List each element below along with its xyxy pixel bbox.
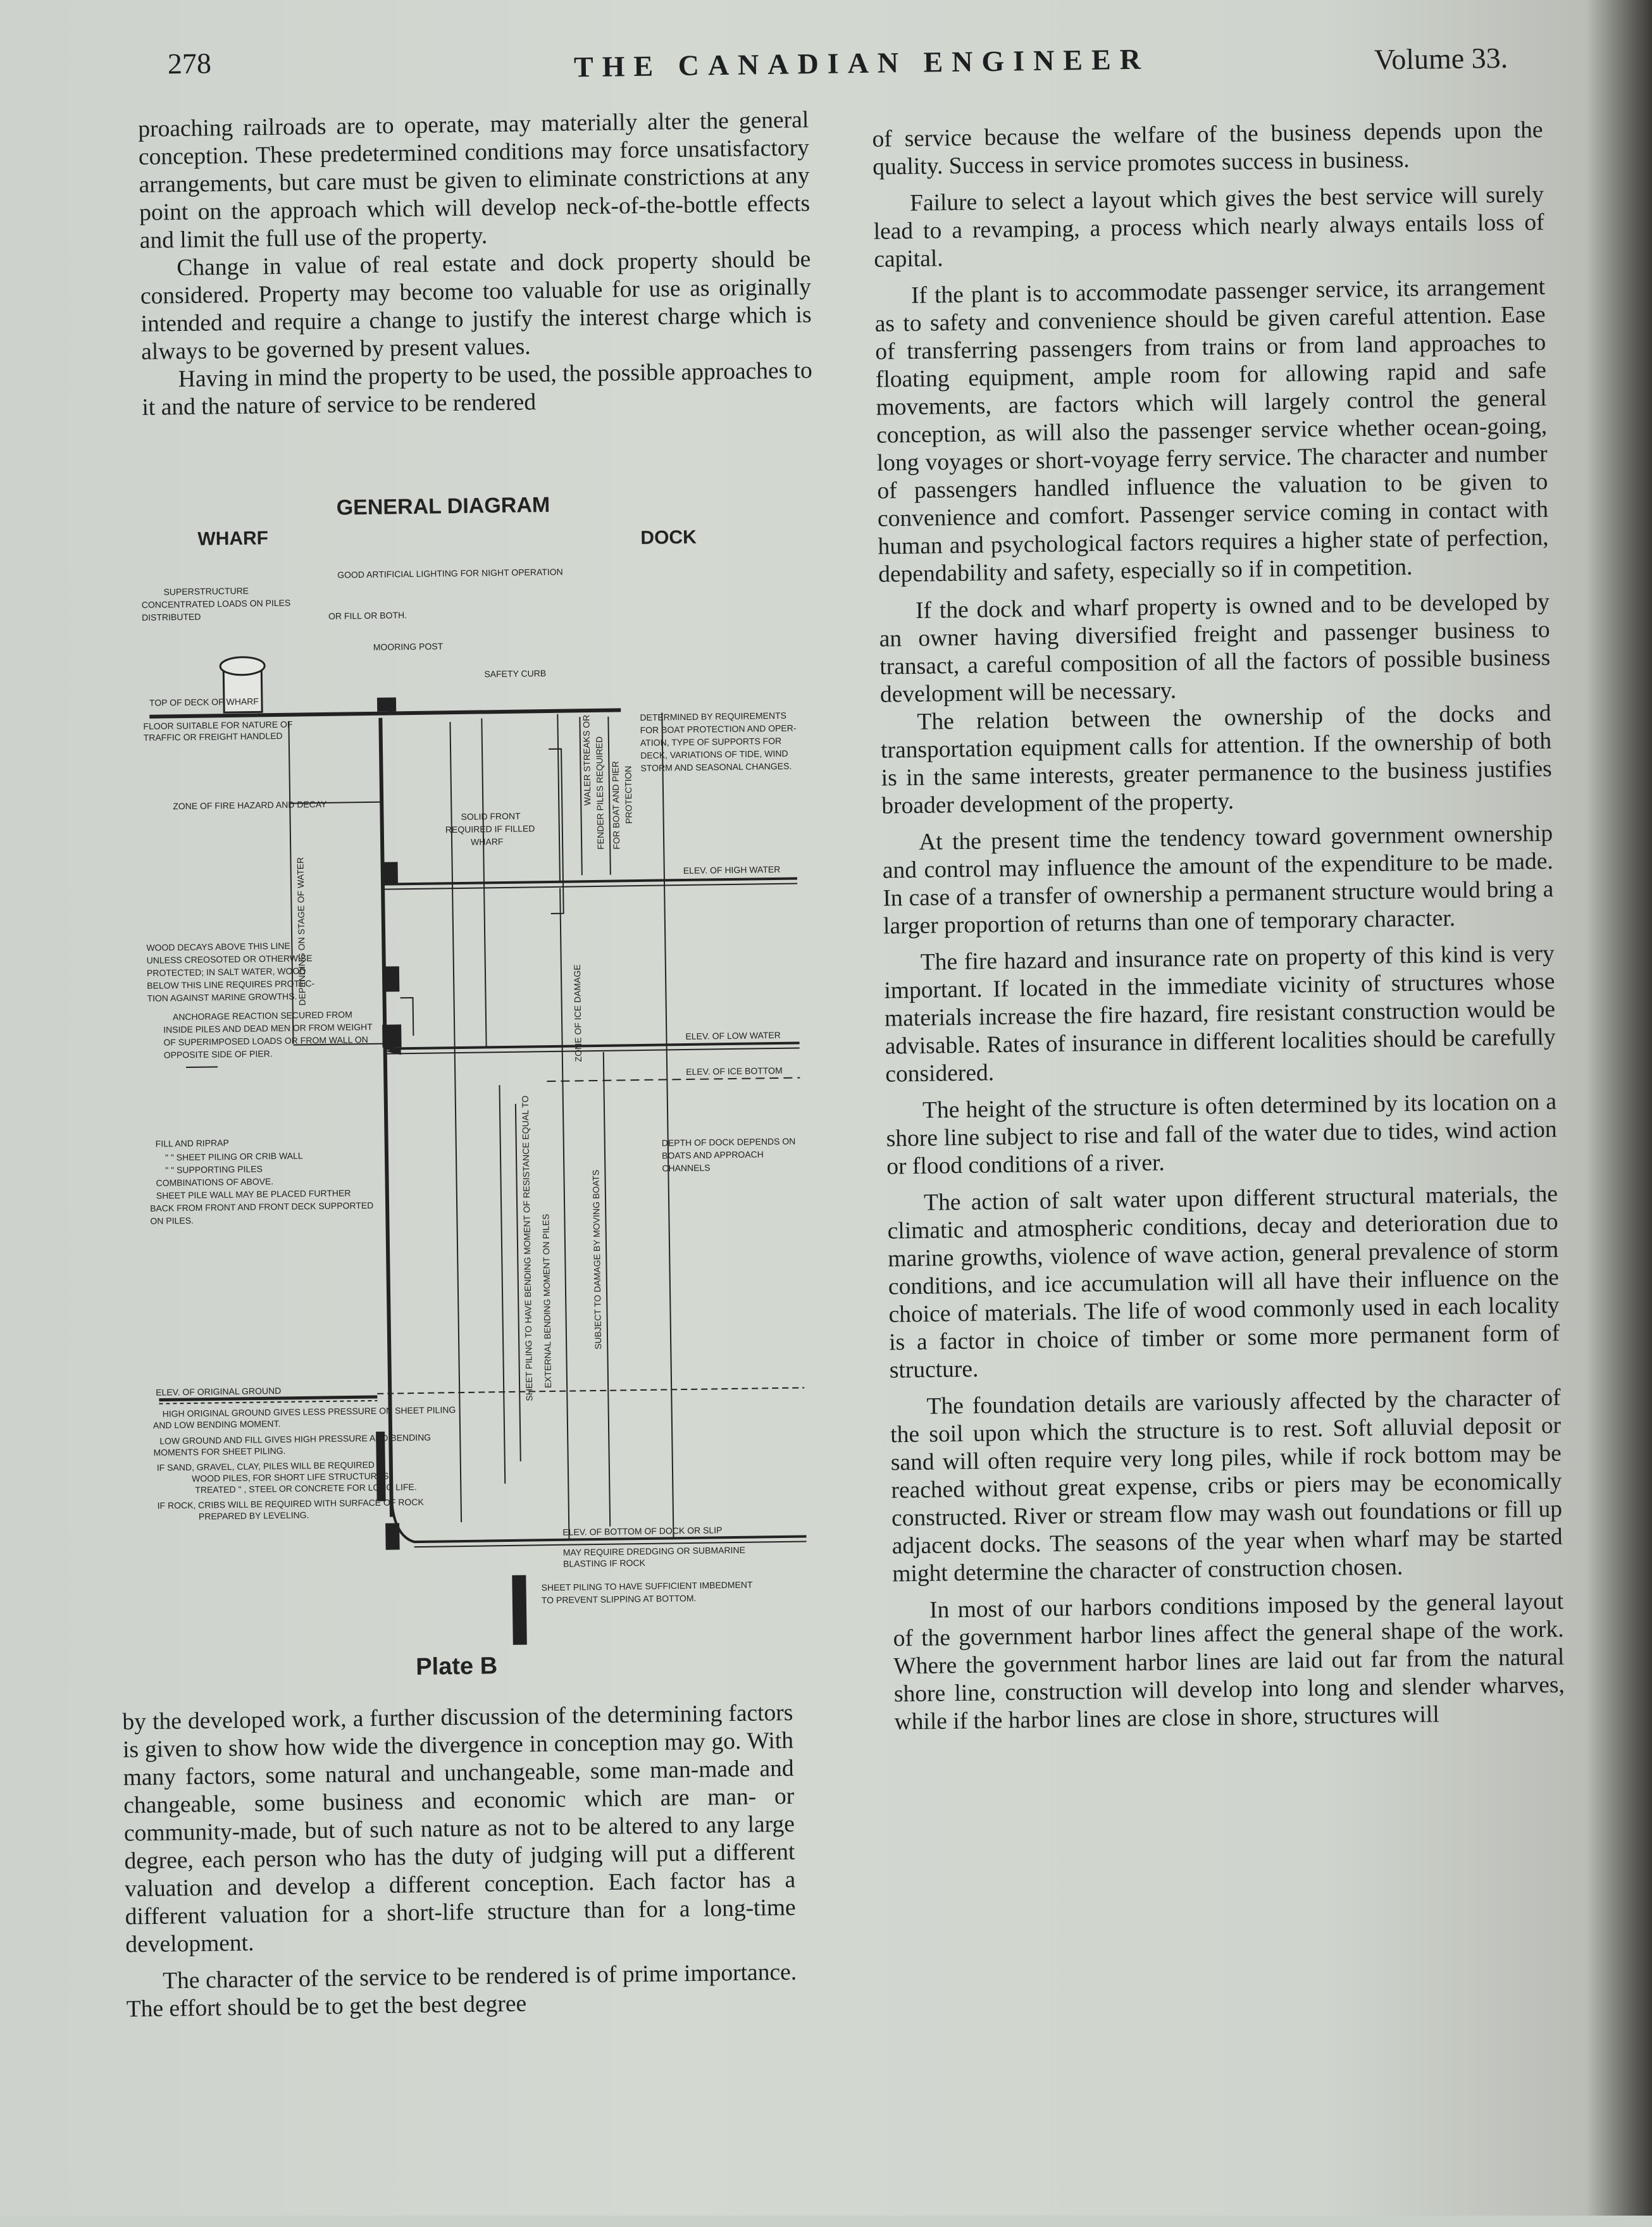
left-column-bottom: [122, 1699, 797, 2024]
solid-front-note: SOLID FRONT: [461, 810, 521, 822]
page-header: [0, 27, 1637, 100]
volume-label: Volume 33.: [1374, 41, 1508, 76]
general-diagram-figure: [128, 492, 834, 1704]
paragraph: by the developed work, a further discussion of the determining factors is given to show how wide the divergence in conception may go. With many factors, some natural and unchangeable, some man-made and changeable, some business and economic which are man- or community-made, but of such nature as not to be altered to any large degree, each person who has the duty of judging will put a different valuation and develop a different conception. Each factor has a different valuation for a short-life structure than for a long-time development.: [122, 1699, 796, 1958]
paragraph: The character of the service to be rendered is of prime importance. The effort should be to get the best degree: [126, 1959, 797, 2023]
paragraph: If the plant is to accommodate passenger service, its arrangement as to safety and convenience should be given careful attention. Ease of transferring passengers from trains or from land approaches to floating equipment, ample room for allowing rapid and safe movements, are factors which will largely control the general conception, as will also the passenger service whether ocean-going, long voyages or short-voyage ferry service. The character and number of passengers handled influence the valuation to be given to convenience and comfort. Passenger service coming in contact with human and psychological factors requires a higher state of perfection, dependability and safety, especially so if in competition.: [874, 273, 1549, 588]
anchorage-note: ANCHORAGE REACTION SECURED FROM: [172, 1009, 352, 1022]
solid-front-note: REQUIRED IF FILLED: [445, 823, 535, 835]
plate-caption: Plate B: [416, 1653, 498, 1681]
depth-note: CHANNELS: [662, 1162, 711, 1174]
ground-note: WOOD PILES, FOR SHORT LIFE STRUCTURES: [191, 1470, 389, 1484]
ground-note: HIGH ORIGINAL GROUND GIVES LESS PRESSURE ON SHEET PILING: [162, 1405, 456, 1419]
imbedment-note: TO PREVENT SLIPPING AT BOTTOM.: [541, 1592, 697, 1606]
floor-note: TRAFFIC OR FREIGHT HANDLED: [143, 730, 283, 743]
floor-note: FLOOR SUITABLE FOR NATURE OF: [143, 719, 293, 731]
ice-damage-note: ZONE OF ICE DAMAGE: [571, 964, 583, 1062]
external-moment-note: EXTERNAL BENDING MOMENT ON PILES: [540, 1213, 554, 1389]
right-column: [872, 116, 1565, 1737]
dock-bottom-label: ELEV. OF BOTTOM OF DOCK OR SLIP: [562, 1525, 723, 1537]
left-column-top: [138, 106, 813, 422]
waler-note: WALER STREAKS OR: [581, 714, 593, 806]
paragraph: proaching railroads are to operate, may materially alter the general conception. These predetermined conditions may force unsatisfactory arrangements, but care must be given to eliminate constrictions at any point on the approach which will develop neck-of-the-bottle effects and limit the full use of the property.: [138, 107, 810, 254]
paragraph: The fire hazard and insurance rate on property of this kind is very important. If located in the immediate vicinity of structures whose materials increase the fire hazard, fire resistant construction would be advisable. Rates of insurance in different localities should be carefully considered.: [884, 940, 1556, 1088]
depth-note: DEPTH OF DOCK DEPENDS ON: [661, 1136, 796, 1148]
imbedment-note: SHEET PILING TO HAVE SUFFICIENT IMBEDMENT: [541, 1579, 753, 1593]
solid-front-note: WHARF: [470, 836, 504, 847]
high-water-label: ELEV. OF HIGH WATER: [683, 864, 781, 876]
protection-note: PROTECTION: [623, 766, 634, 824]
paragraph: The height of the structure is often determined by its location on a shore line subject to rise and fall of the water due to tides, wind action or flood conditions of a river.: [886, 1088, 1557, 1180]
fill-note: SHEET PILE WALL MAY BE PLACED FURTHER: [156, 1188, 351, 1201]
wood-decay-note: PROTECTED; IN SALT WATER, WOOD: [146, 965, 306, 978]
fender-note: FENDER PILES REQUIRED: [593, 736, 606, 850]
wharf-dock-diagram: [128, 492, 834, 1704]
paragraph: At the present time the tendency toward government ownership and control may influence the amount of the expenditure to be made. In case of a transfer of ownership a permanent structure would bring a larger proportion of returns than one of temporary character.: [882, 820, 1554, 940]
page-number: 278: [167, 47, 212, 80]
ground-note: PREPARED BY LEVELING.: [198, 1510, 309, 1522]
fire-zone-label: ZONE OF FIRE HAZARD AND DECAY: [173, 798, 327, 812]
figure-title: GENERAL DIAGRAM: [336, 492, 550, 520]
top-of-deck-label: TOP OF DECK OF WHARF: [149, 696, 259, 708]
depth-note: BOATS AND APPROACH: [661, 1149, 764, 1161]
wood-decay-note: WOOD DECAYS ABOVE THIS LINE: [146, 940, 290, 953]
fill-note: COMBINATIONS OF ABOVE.: [156, 1176, 274, 1188]
paragraph: Having in mind the property to be used, the possible approaches to it and the nature of service to be rendered: [142, 357, 813, 421]
dock-label: DOCK: [640, 526, 697, 549]
ground-note: AND LOW BENDING MOMENT.: [152, 1418, 281, 1430]
dock-bottom-note: MAY REQUIRE DREDGING OR SUBMARINE: [562, 1544, 745, 1558]
sheet-piling-moment-note: SHEET PILING TO HAVE BENDING MOMENT OF RESISTANCE EQUAL TO: [519, 1095, 535, 1401]
anchorage-note: INSIDE PILES AND DEAD MEN OR FROM WEIGHT: [163, 1021, 373, 1035]
wharf-label: WHARF: [197, 528, 269, 550]
requirements-note: STORM AND SEASONAL CHANGES.: [640, 760, 792, 773]
ground-note: TREATED " , STEEL OR CONCRETE FOR LONG LIFE.: [195, 1482, 417, 1495]
paragraph: Change in value of real estate and dock property should be considered. Property may become too valuable for use as originally intended and require a change to justify the interest charge which is always to be governed by present values.: [140, 246, 812, 365]
paragraph: of service because the welfare of the business depends upon the quality. Success in service promotes success in business.: [872, 116, 1543, 180]
fill-note: FILL AND RIPRAP: [155, 1138, 229, 1149]
safety-curb-label: SAFETY CURB: [484, 668, 547, 679]
paragraph: The relation between the ownership of the docks and transportation equipment calls for attention. If the ownership of both is in the same interests, greater permanence to the business justifies broader development of the property.: [880, 700, 1552, 819]
fill-note: " " SHEET PILING OR CRIB WALL: [165, 1150, 303, 1163]
ice-bottom-label: ELEV. OF ICE BOTTOM: [686, 1065, 783, 1077]
wood-decay-note: BELOW THIS LINE REQUIRES PROTEC-: [147, 978, 315, 991]
anchorage-note: OPPOSITE SIDE OF PIER.: [163, 1048, 273, 1060]
paragraph: In most of our harbors conditions imposed by the general layout of the government harbor lines affect the general shape of the work. Where the government harbor lines are laid out far from the natural shore line, construction will develop into long and slender wharves, while if the harbor lines are close in shore, structures will: [893, 1588, 1565, 1735]
paragraph: Failure to select a layout which gives the best service will surely lead to a revamping, a process which nearly always entails loss of capital.: [873, 181, 1544, 273]
dock-bottom-note: BLASTING IF ROCK: [562, 1557, 646, 1569]
journal-title: THE CANADIAN ENGINEER: [573, 42, 1150, 84]
moving-boats-note: SUBJECT TO DAMAGE BY MOVING BOATS: [590, 1169, 604, 1350]
fill-note: ON PILES.: [150, 1215, 194, 1226]
superstructure-note: DISTRIBUTED: [141, 611, 201, 623]
superstructure-note: SUPERSTRUCTURE: [163, 585, 249, 597]
low-water-label: ELEV. OF LOW WATER: [685, 1029, 781, 1042]
ground-note: IF SAND, GRAVEL, CLAY, PILES WILL BE REQUIRED: [156, 1459, 375, 1473]
paragraph: If the dock and wharf property is owned and to be developed by an owner having diversified freight and passenger business to transact, a careful composition of all the factors of possible business development will be necessary.: [879, 588, 1551, 708]
mooring-post-label: MOORING POST: [373, 641, 444, 652]
requirements-note: DECK, VARIATIONS OF TIDE, WIND: [640, 748, 788, 760]
paragraph: The action of salt water upon different structural materials, the climatic and atmospheric conditions, decay and deterioration due to marine growths, violence of wave action, general prevalence of storm conditions, and ice accumulation will all have their influence on the choice of materials. The life of wood commonly used in each locality is a factor in choice of timber or some more permanent form of structure.: [887, 1181, 1560, 1384]
boat-pier-note: FOR BOAT AND PIER: [610, 760, 622, 850]
fill-note: BACK FROM FRONT AND FRONT DECK SUPPORTED: [150, 1200, 374, 1213]
requirements-note: DETERMINED BY REQUIREMENTS: [640, 710, 787, 723]
fill-note: " " SUPPORTING PILES: [165, 1163, 263, 1176]
superstructure-note: OR FILL OR BOTH.: [328, 610, 407, 621]
paragraph: The foundation details are variously affected by the character of the soil upon which the structure is to rest. Soft alluvial deposit or sand will often require very long piles, while if rock bottom may be reached without great expense, cribs or piers may be economically constructed. River or stream flow may wash out foundations or fill up adjacent docks. The seasons of the year when wharf may be started might determine the character of construction chosen.: [890, 1384, 1563, 1587]
ground-note: LOW GROUND AND FILL GIVES HIGH PRESSURE AND BENDING: [159, 1432, 432, 1446]
requirements-note: FOR BOAT PROTECTION AND OPER-: [640, 723, 797, 735]
ground-note: MOMENTS FOR SHEET PILING.: [153, 1445, 286, 1458]
requirements-note: ATION, TYPE OF SUPPORTS FOR: [640, 735, 782, 748]
anchorage-note: OF SUPERIMPOSED LOADS OR FROM WALL ON: [163, 1034, 368, 1048]
original-ground-label: ELEV. OF ORIGINAL GROUND: [156, 1385, 282, 1398]
superstructure-note: CONCENTRATED LOADS ON PILES: [141, 597, 291, 610]
stage-of-water-note: DEPENDING ON STAGE OF WATER: [295, 857, 307, 1006]
lighting-note: GOOD ARTIFICIAL LIGHTING FOR NIGHT OPERATION: [337, 566, 563, 580]
ground-note: IF ROCK, CRIBS WILL BE REQUIRED WITH SURFACE OF ROCK: [157, 1496, 424, 1511]
wood-decay-note: TION AGAINST MARINE GROWTHS.: [147, 991, 297, 1003]
wood-decay-note: UNLESS CREOSOTED OR OTHERWISE: [146, 953, 313, 965]
